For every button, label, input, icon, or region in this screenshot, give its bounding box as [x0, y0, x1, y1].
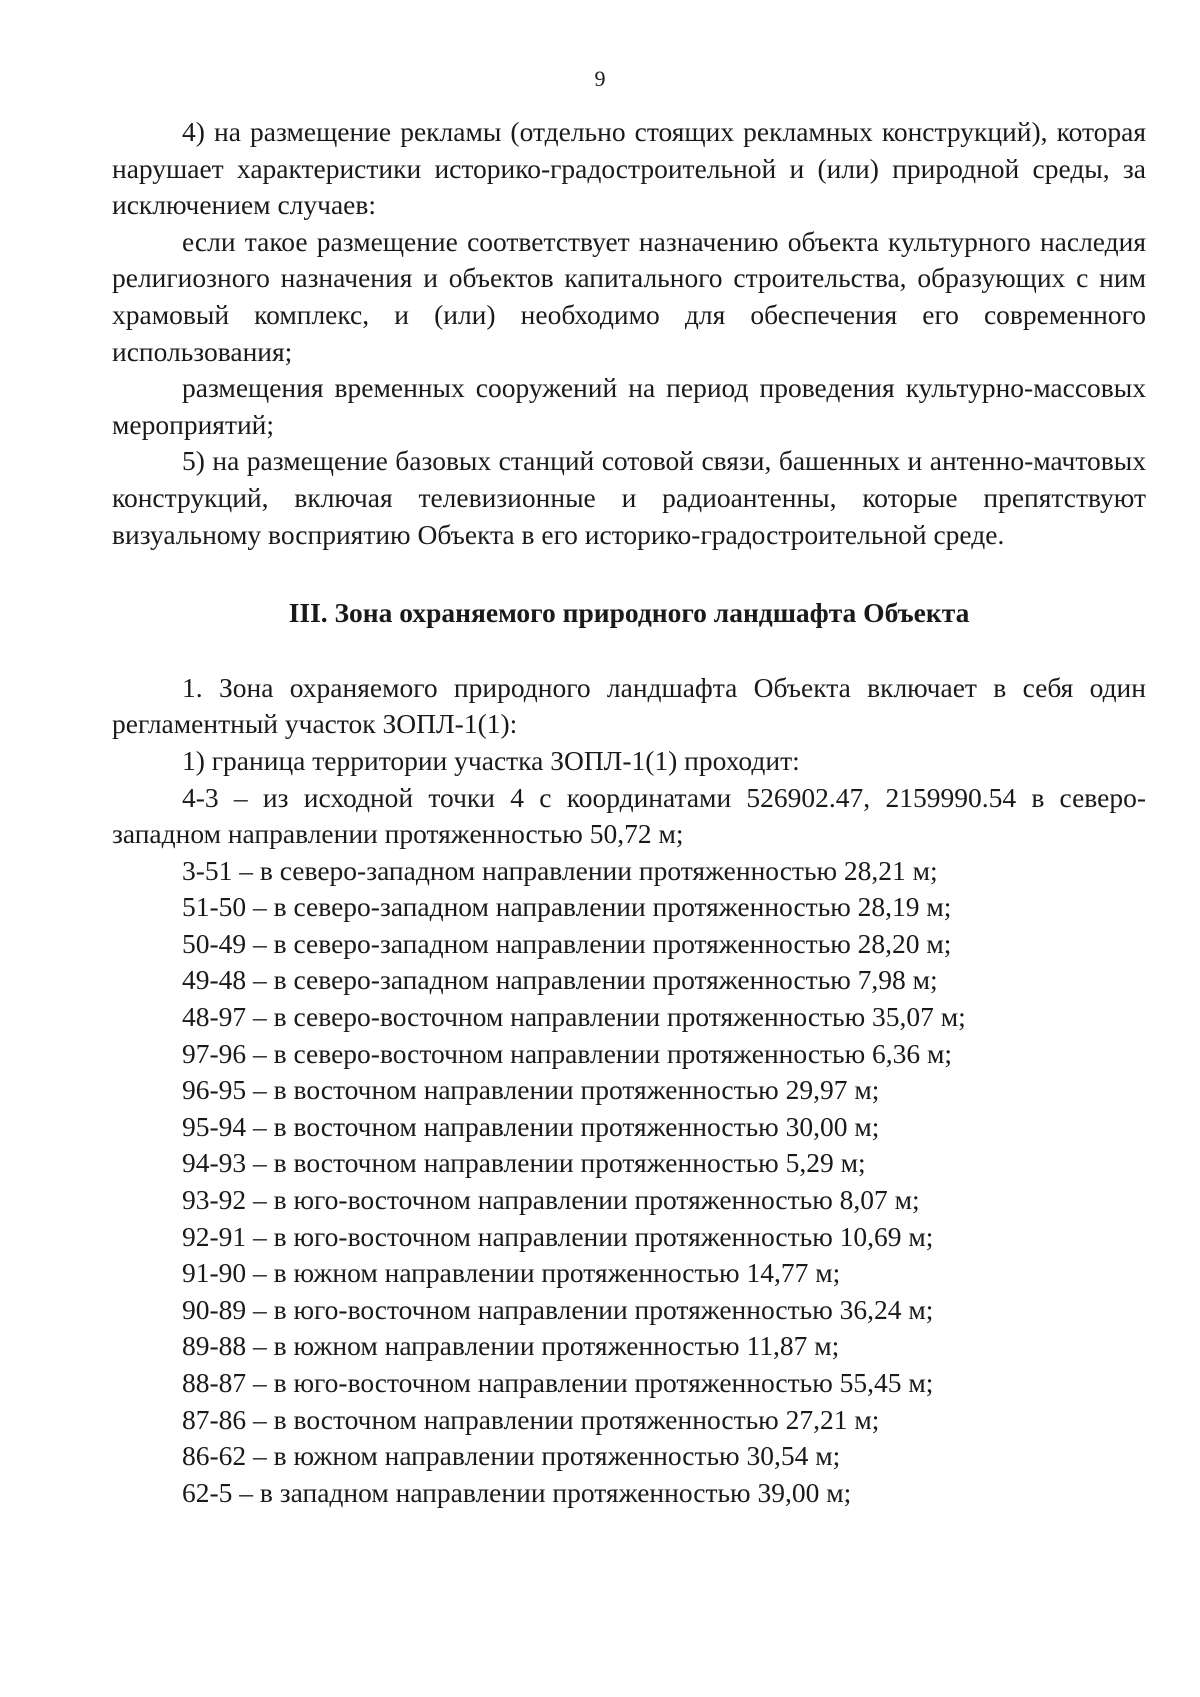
boundary-segment: 96-95 – в восточном направлении протяженностью 29,97 м;: [182, 1074, 880, 1106]
boundary-segment: 97-96 – в северо-восточном направлении протяженностью 6,36 м;: [182, 1037, 953, 1069]
paragraph-item-4-advertising: 4) на размещение рекламы (отдельно стоящих рекламных конструкций), которая нарушает характеристики историко-градостроительной и (или) природной среды, за исключением случаев:: [112, 116, 1146, 221]
boundary-segment: 49-48 – в северо-западном направлении протяженностью 7,98 м;: [182, 964, 938, 996]
page-number: 9: [594, 66, 606, 91]
paragraph-zone-description: 1. Зона охраняемого природного ландшафта Объекта включает в себя один регламентный участок ЗОПЛ-1(1):: [112, 671, 1146, 740]
boundary-segment: 88-87 – в юго-восточном направлении протяженностью 55,45 м;: [182, 1367, 934, 1398]
paragraph-exception-religious: если такое размещение соответствует назначению объекта культурного наследия религиозного назначения и объектов капитального строительства, образующих с ним храмовый комплекс, и (или) необходимо для обеспечения его современного использования;: [112, 225, 1146, 367]
boundary-segment: 93-92 – в юго-восточном направлении протяженностью 8,07 м;: [182, 1184, 920, 1216]
boundary-segment: 86-62 – в южном направлении протяженностью 30,54 м;: [182, 1440, 841, 1472]
boundary-segment: 51-50 – в северо-западном направлении протяженностью 28,19 м;: [182, 891, 952, 923]
boundary-segment: 87-86 – в восточном направлении протяженностью 27,21 м;: [182, 1403, 880, 1435]
paragraph-exception-temporary: размещения временных сооружений на период проведения культурно-массовых мероприятий;: [112, 372, 1146, 440]
boundary-segment: 92-91 – в юго-восточном направлении протяженностью 10,69 м;: [182, 1220, 934, 1252]
paragraph-item-5-antennas: 5) на размещение базовых станций сотовой связи, башенных и антенно-мачтовых конструкций, включая телевизионные и радиоантенны, которые препятствуют визуальному восприятию Объекта в его историко-градостроительной среде.: [112, 445, 1146, 550]
paragraph-boundary-start: 4-3 – из исходной точки 4 с координатами 526902.47, 2159990.54 в северо-западном направлении протяженностью 50,72 м;: [112, 781, 1146, 850]
document-body: [112, 114, 1146, 1511]
boundary-segment: 94-93 – в восточном направлении протяженностью 5,29 м;: [182, 1147, 866, 1179]
boundary-segment: 50-49 – в северо-западном направлении протяженностью 28,20 м;: [182, 927, 952, 959]
boundary-segment: 95-94 – в восточном направлении протяженностью 30,00 м;: [182, 1110, 880, 1142]
section-title: III. Зона охраняемого природного ландшафта Объекта: [288, 597, 970, 629]
boundary-segment: 62-5 – в западном направлении протяженностью 39,00 м;: [182, 1476, 852, 1508]
paragraph-boundary-intro: 1) граница территории участка ЗОПЛ-1(1) проходит:: [182, 744, 800, 776]
boundary-segment: 89-88 – в южном направлении протяженностью 11,87 м;: [182, 1330, 840, 1362]
boundary-segment: 48-97 – в северо-восточном направлении протяженностью 35,07 м;: [182, 1001, 966, 1033]
boundary-segment: 91-90 – в южном направлении протяженностью 14,77 м;: [182, 1257, 841, 1289]
boundary-segment: 3-51 – в северо-западном направлении протяженностью 28,21 м;: [182, 854, 938, 886]
boundary-segment: 90-89 – в юго-восточном направлении протяженностью 36,24 м;: [182, 1293, 934, 1325]
boundary-segment-list: [112, 853, 1146, 1512]
